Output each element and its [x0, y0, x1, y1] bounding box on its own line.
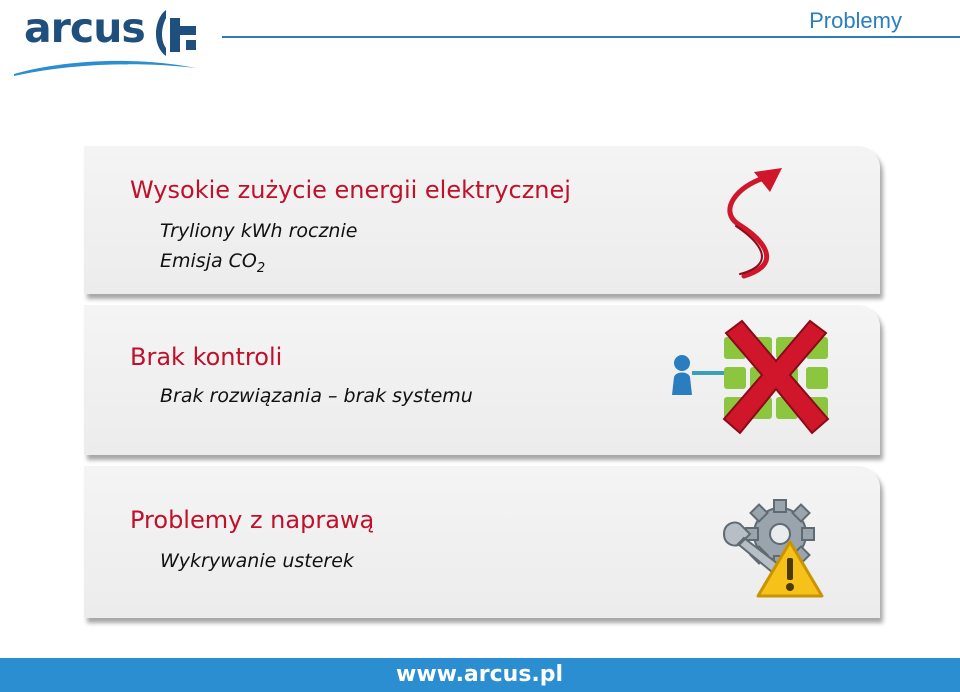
card-line: [160, 250, 266, 276]
problem-card-control: [84, 305, 880, 455]
header-divider: [222, 36, 960, 38]
arcus-logo: [14, 4, 204, 76]
logo-text: arcus: [24, 4, 145, 52]
logo-mark-icon: [14, 4, 204, 76]
rising-arrow-icon: [724, 164, 794, 280]
problem-card-energy: [84, 146, 880, 294]
card-title: Wysokie zużycie energii elektrycznej: [130, 176, 571, 204]
problem-card-repair: [84, 466, 880, 618]
card-line: Brak rozwiązania – brak systemu: [160, 385, 473, 407]
page-title: Problemy: [809, 8, 902, 33]
website-link[interactable]: www.arcus.pl: [396, 662, 564, 687]
subscript: 2: [256, 261, 266, 276]
card-line: Tryliony kWh rocznie: [160, 220, 358, 242]
repair-warning-icon: [720, 494, 830, 600]
card-title: Brak kontroli: [130, 343, 283, 371]
emission-label: Emisja CO: [160, 250, 257, 272]
footer-bar: [0, 658, 960, 692]
card-line: Wykrywanie usterek: [160, 550, 354, 572]
network-blocked-icon: [666, 315, 842, 435]
card-title: Problemy z naprawą: [130, 506, 375, 534]
